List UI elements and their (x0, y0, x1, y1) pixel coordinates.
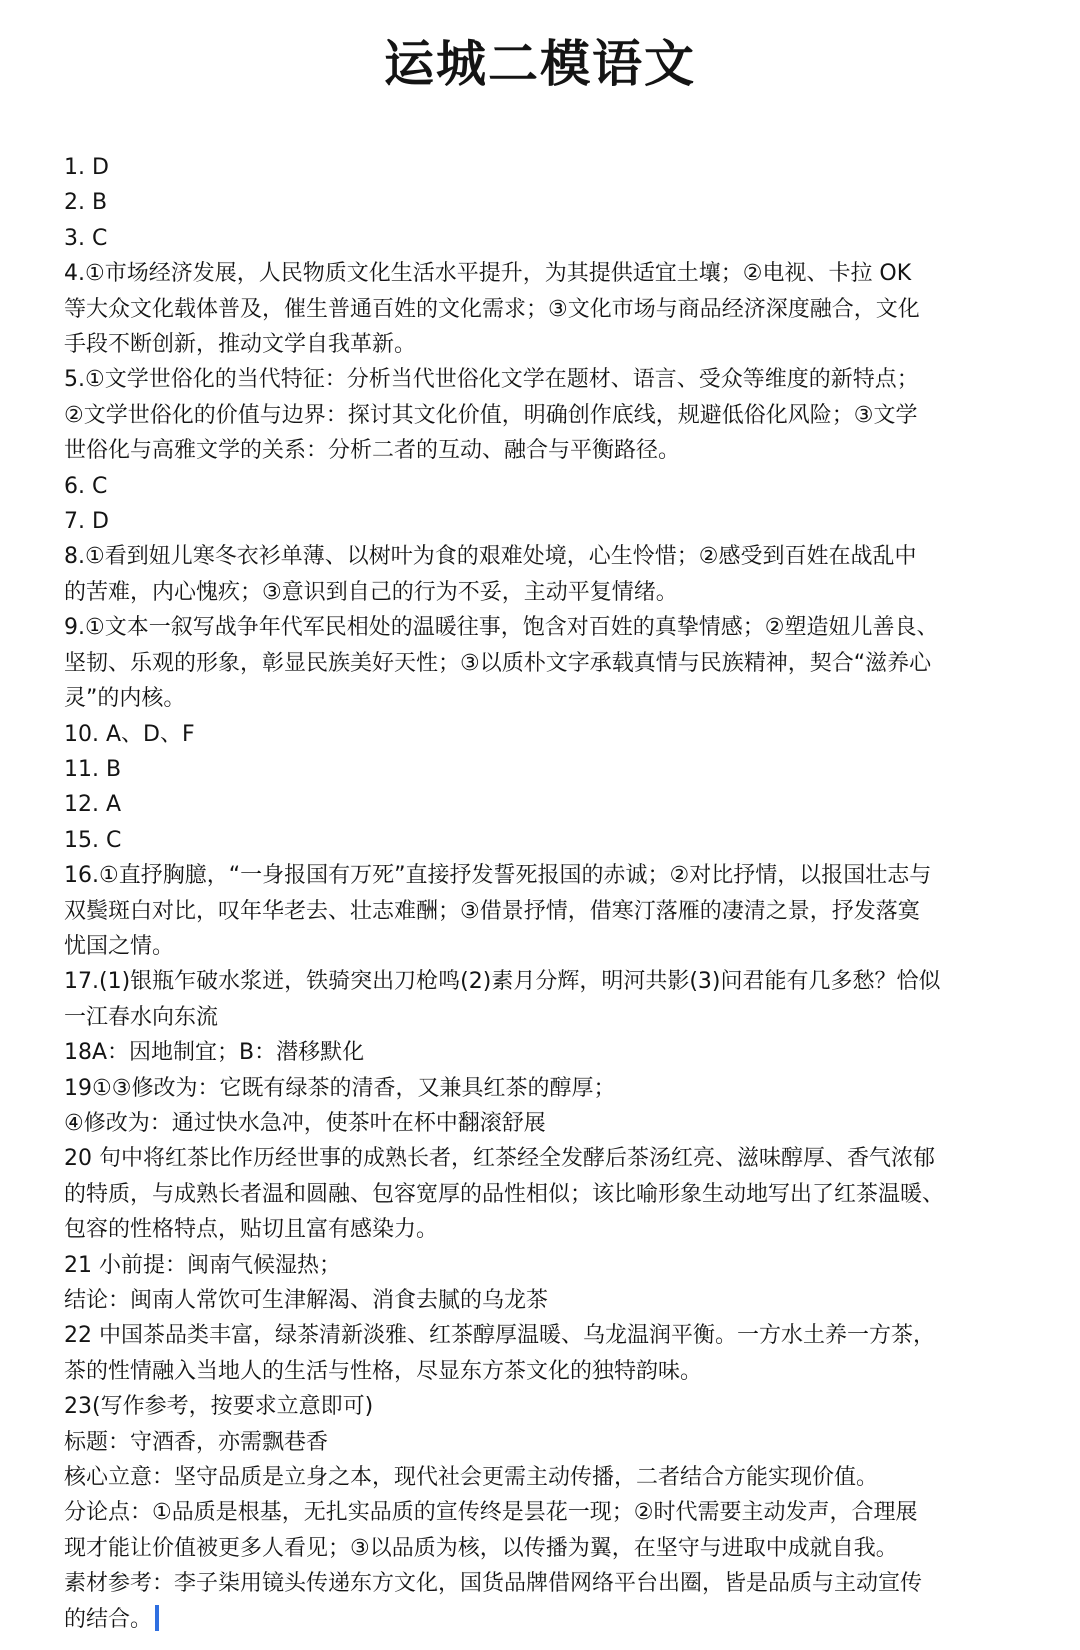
answer-line: 的结合。 (64, 1602, 1014, 1637)
answer-line: 7. D (64, 509, 109, 535)
answer-line: 标题：守酒香，亦需飘巷香 (64, 1429, 329, 1455)
answer-line: 2. B (64, 190, 108, 216)
page-title: 运城二模语文 (384, 35, 696, 93)
answer-line: 茶的性情融入当地人的生活与性格，尽显东方茶文化的独特韵味。 (64, 1358, 703, 1384)
answer-line: 23(写作参考，按要求立意即可) (64, 1394, 374, 1420)
answer-line: 9.①文本一叙写战争年代军民相处的温暖往事，饱含对百姓的真挚情感；②塑造妞儿善良、 (64, 615, 939, 641)
answer-line: 6. C (64, 473, 108, 499)
answer-line: 等大众文化载体普及，催生普通百姓的文化需求；③文化市场与商品经济深度融合，文化 (64, 296, 920, 322)
answer-line: 双鬓斑白对比，叹年华老去、壮志难酬；③借景抒情，借寒汀落雁的凄清之景，抒发落寞 (64, 898, 920, 924)
answer-line: 一江春水向东流 (64, 1004, 219, 1030)
answer-line: 结论：闽南人常饮可生津解渴、消食去腻的乌龙茶 (64, 1288, 549, 1313)
answer-line: ④修改为：通过快水急冲，使茶叶在杯中翻滚舒展 (64, 1110, 546, 1136)
answer-line: 1. D (64, 155, 109, 180)
answer-line: 21 小前提：闽南气候湿热； (64, 1252, 341, 1278)
answer-line: 5.①文学世俗化的当代特征：分析当代世俗化文学在题材、语言、受众等维度的新特点； (64, 367, 919, 393)
answer-line: 19①③修改为：它既有绿茶的清香，又兼具红茶的醇厚； (64, 1075, 616, 1101)
answer-line: 18A：因地制宜；B：潜移默化 (64, 1040, 365, 1066)
answer-line: 手段不断创新，推动文学自我革新。 (64, 332, 417, 358)
answer-line: 11. B (64, 756, 122, 782)
answer-line: 8.①看到妞儿寒冬衣衫单薄、以树叶为食的艰难处境，心生怜惜；②感受到百姓在战乱中 (64, 544, 917, 570)
answer-list (64, 150, 1014, 1637)
answer-line: 20 句中将红茶比作历经世事的成熟长者，红茶经全发酵后茶汤红亮、滋味醇厚、香气浓郁 (64, 1146, 935, 1172)
answer-line: 分论点：①品质是根基，无扎实品质的宣传终是昙花一现；②时代需要主动发声，合理展 (64, 1500, 918, 1526)
answer-line: 核心立意：坚守品质是立身之本，现代社会更需主动传播，二者结合方能实现价值。 (64, 1465, 879, 1491)
answer-line: 22 中国茶品类丰富，绿茶清新淡雅、红茶醇厚温暖、乌龙温润平衡。一方水土养一方茶， (64, 1323, 935, 1349)
answer-line: 忧国之情。 (64, 933, 175, 959)
answer-line: 的特质，与成熟长者温和圆融、包容宽厚的品性相似；该比喻形象生动地写出了红茶温暖、 (64, 1181, 945, 1207)
answer-line: 素材参考：李子柒用镜头传递东方文化，国货品牌借网络平台出圈，皆是品质与主动宣传 (64, 1571, 923, 1597)
answer-line: 现才能让价值被更多人看见；③以品质为核，以传播为翼，在坚守与进取中成就自我。 (64, 1535, 898, 1561)
answer-line: 灵”的内核。 (64, 686, 186, 712)
answer-line: 12. A (64, 792, 122, 818)
answer-line: 16.①直抒胸臆，“一身报国有万死”直接抒发誓死报国的赤诚；②对比抒情，以报国壮志与 (64, 863, 932, 889)
answer-line: 坚韧、乐观的形象，彰显民族美好天性；③以质朴文字承载真情与民族精神，契合“滋养心 (64, 650, 932, 676)
answer-line: 15. C (64, 827, 122, 853)
answer-line: 的苦难，内心愧疚；③意识到自己的行为不妥，主动平复情绪。 (64, 579, 678, 605)
answer-line: 10. A、D、F (64, 721, 195, 747)
answer-line: 17.(1)银瓶乍破水浆迸，铁骑突出刀枪鸣(2)素月分辉，明河共影(3)问君能有几多愁？恰似 (64, 969, 941, 995)
answer-line: 世俗化与高雅文学的关系：分析二者的互动、融合与平衡路径。 (64, 438, 681, 464)
answer-line: 4.①市场经济发展，人民物质文化生活水平提升，为其提供适宜土壤；②电视、卡拉 OK (64, 261, 912, 287)
answer-line: 3. C (64, 225, 108, 251)
text-cursor (155, 1605, 159, 1631)
answer-line: ②文学世俗化的价值与边界：探讨其文化价值，明确创作底线，规避低俗化风险；③文学 (64, 402, 918, 428)
answer-line: 包容的性格特点，贴切且富有感染力。 (64, 1217, 439, 1243)
